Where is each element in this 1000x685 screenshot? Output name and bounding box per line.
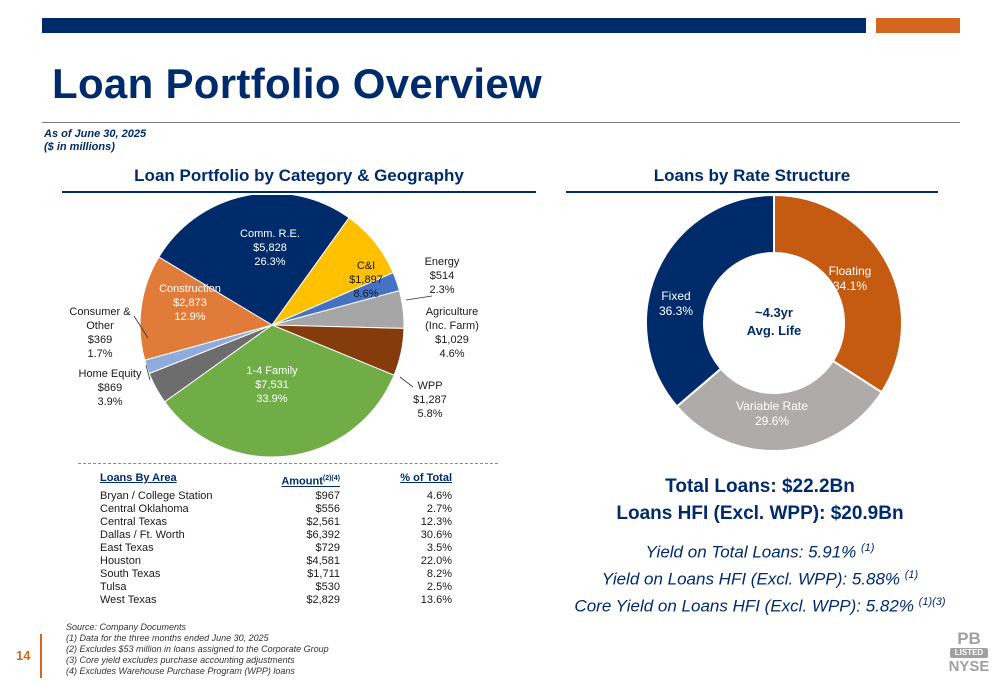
pct-cell: 22.0% (420, 555, 452, 567)
footnote-4: (4) Excludes Warehouse Purchase Program (WPP) loans (66, 666, 295, 676)
column-header-amount (270, 472, 340, 490)
loans-by-area-table (100, 472, 452, 607)
footnote-1: (1) Data for the three months ended June 30, 2025 (66, 633, 269, 643)
pct-cell: 30.6% (420, 529, 452, 541)
pct-cell: 3.5% (426, 542, 452, 554)
pie-label-c-i: C&I $1,897 8.6% (349, 260, 383, 300)
footnote-2: (2) Excludes $53 million in loans assigned to the Corporate Group (66, 644, 329, 654)
yield-text: Yield on Total Loans: 5.91% (645, 542, 862, 562)
left-section-title: Loan Portfolio by Category & Geography (134, 166, 464, 185)
amount-cell: $2,829 (306, 594, 340, 606)
pie-label-energy: Energy $514 2.3% (424, 256, 460, 296)
pie-label-construction: Construction $2,873 12.9% (159, 283, 221, 323)
amount-cell: $6,392 (306, 529, 340, 541)
pct-cell: 2.7% (426, 503, 452, 515)
pie-label-home-equity: Home Equity $869 3.9% (78, 368, 142, 408)
column-header-pct: % of Total (400, 472, 452, 484)
table-row (100, 555, 452, 568)
table-row (100, 503, 452, 516)
amount-cell: $729 (315, 542, 340, 554)
pie-label-agriculture-inc-farm: Agriculture (Inc. Farm) $1,029 4.6% (425, 306, 479, 360)
page-number-divider (40, 634, 42, 678)
pct-cell: 4.6% (426, 490, 452, 502)
donut-slice-floating (774, 195, 902, 392)
amount-header-note: (2)(4) (322, 475, 340, 482)
table-row (100, 581, 452, 594)
donut-label-variable-rate: Variable Rate 29.6% (736, 399, 808, 428)
area-cell: Central Texas (100, 516, 168, 528)
pie-label-consumer-other: Consumer & Other $369 1.7% (69, 306, 131, 360)
area-cell: Tulsa (100, 581, 127, 593)
area-cell: South Texas (100, 568, 161, 580)
pct-cell: 8.2% (426, 568, 452, 580)
core-yield-loans-hfi (530, 596, 990, 617)
pie-leader-wpp (400, 377, 413, 387)
right-section-rule (566, 191, 938, 193)
area-cell: West Texas (100, 594, 157, 606)
area-cell: Houston (100, 555, 141, 567)
yield-text: Core Yield on Loans HFI (Excl. WPP): 5.82% (574, 596, 919, 616)
yield-total-loans (540, 542, 980, 563)
page-number: 14 (16, 648, 31, 663)
amount-header-label: Amount (281, 475, 323, 488)
amount-cell: $2,561 (306, 516, 340, 528)
table-row (100, 568, 452, 581)
left-section-rule (62, 191, 536, 193)
donut-label-fixed: Fixed 36.3% (658, 289, 694, 318)
pct-cell: 13.6% (420, 594, 452, 606)
area-cell: Dallas / Ft. Worth (100, 529, 185, 541)
yield-loans-hfi (540, 569, 980, 590)
nyse-listed-logo (946, 630, 992, 674)
area-cell: Central Oklahoma (100, 503, 189, 515)
yield-note: (1) (904, 569, 919, 581)
table-row (100, 490, 452, 503)
title-divider (42, 122, 960, 123)
pie-label-comm-r-e: Comm. R.E. $5,828 26.3% (240, 228, 300, 268)
amount-cell: $1,711 (307, 568, 340, 580)
table-row (100, 529, 452, 542)
column-header-area: Loans By Area (100, 472, 177, 484)
donut-center-caption: Avg. Life (746, 323, 802, 338)
header-bar-orange (876, 18, 960, 33)
amount-cell: $4,581 (306, 555, 340, 567)
category-pie-chart (0, 195, 540, 460)
footnote-source: Source: Company Documents (66, 622, 187, 632)
logo-exchange: NYSE (948, 658, 990, 675)
pie-label-wpp: WPP $1,287 5.8% (413, 380, 447, 420)
as-of-date: As of June 30, 2025 (44, 128, 147, 140)
area-cell: East Texas (100, 542, 154, 554)
pie-label-1-4-family: 1-4 Family $7,531 33.9% (246, 365, 298, 405)
total-loans: Total Loans: $22.2Bn (665, 476, 855, 497)
donut-label-floating: Floating 34.1% (828, 264, 872, 293)
page-title: Loan Portfolio Overview (52, 60, 542, 107)
loans-hfi-total: Loans HFI (Excl. WPP): $20.9Bn (616, 503, 904, 524)
rate-structure-donut-chart (620, 195, 940, 455)
area-cell: Bryan / College Station (100, 490, 213, 502)
table-header-row (100, 472, 452, 490)
pct-cell: 12.3% (420, 516, 452, 528)
right-section-title: Loans by Rate Structure (653, 166, 851, 185)
table-dashed-divider (78, 463, 498, 464)
yield-note: (1)(3) (918, 596, 946, 608)
footnote-3: (3) Core yield excludes purchase accounting adjustments (66, 655, 295, 665)
table-row (100, 542, 452, 555)
amount-cell: $530 (315, 581, 340, 593)
logo-ticker: PB (957, 629, 981, 648)
amount-cell: $556 (315, 503, 340, 515)
yield-note: (1) (861, 542, 875, 554)
yield-text: Yield on Loans HFI (Excl. WPP): 5.88% (601, 569, 905, 589)
table-row (100, 594, 452, 607)
pct-cell: 2.5% (426, 581, 452, 593)
amount-cell: $967 (315, 490, 340, 502)
header-bar-blue (42, 18, 866, 33)
logo-listed: LISTED (950, 648, 988, 658)
pie-leader-energy (406, 296, 432, 300)
table-row (100, 516, 452, 529)
units-note: ($ in millions) (44, 141, 115, 153)
donut-center-value: ~4.3yr (755, 305, 793, 320)
